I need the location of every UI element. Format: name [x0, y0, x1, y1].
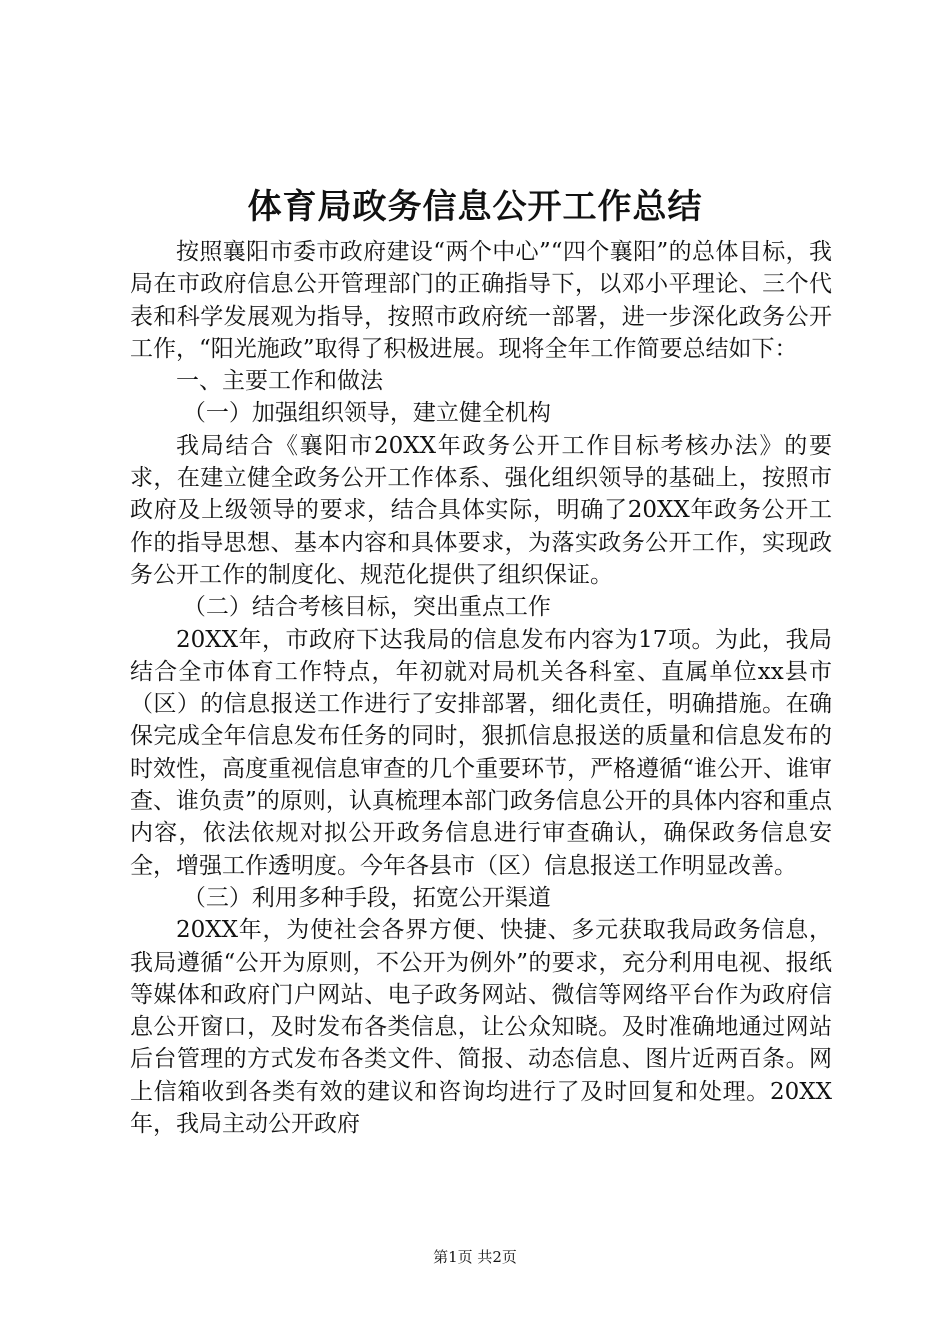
paragraph-key-work: 20XX年，市政府下达我局的信息发布内容为17项。为此，我局结合全市体育工作特点，年初就对局机关各科室、直属单位xx县市（区）的信息报送工作进行了安排部署，细化责任，明确措施。在确保完成全年信息发布任务的同时，狠抓信息报送的质量和信息发布的时效性，高度重视信息审查的几个重要环节，严格遵循“谁公开、谁审查、谁负责”的原则，认真梳理本部门政务信息公开的具体内容和重点内容，依法依规对拟公开政务信息进行审查确认，确保政务信息安全，增强工作透明度。今年各县市（区）信息报送工作明显改善。 [130, 626, 832, 879]
page-footer: 第1页 共2页 [433, 1248, 517, 1266]
subsection-heading-2: （二）结合考核目标，突出重点工作 [182, 594, 551, 621]
paragraph-channels: 20XX年，为使社会各界方便、快捷、多元获取我局政务信息，我局遵循“公开为原则，不公开为例外”的要求，充分利用电视、报纸等媒体和政府门户网站、电子政务网站、微信等网络平台作为政府信息公开窗口，及时发布各类信息，让公众知晓。及时准确地通过网站后台管理的方式发布各类文件、简报、动态信息、图片近两百条。网上信箱收到各类有效的建议和咨询均进行了及时回复和处理。20XX年，我局主动公开政府 [130, 917, 832, 1138]
paragraph-organization: 我局结合《襄阳市20XX年政务公开工作目标考核办法》的要求，在建立健全政务公开工作体系、强化组织领导的基础上，按照市政府及上级领导的要求，结合具体实际，明确了20XX年政务公开工作的指导思想、基本内容和具体要求，为落实政务公开工作，实现政务公开工作的制度化、规范化提供了组织保证。 [130, 432, 832, 588]
paragraph-intro: 按照襄阳市委市政府建设“两个中心”“四个襄阳”的总体目标，我局在市政府信息公开管理部门的正确指导下，以邓小平理论、三个代表和科学发展观为指导，按照市政府统一部署，进一步深化政务公开工作，“阳光施政”取得了积极进展。现将全年工作简要总结如下： [130, 239, 832, 362]
document-title: 体育局政务信息公开工作总结 [247, 187, 703, 227]
subsection-heading-3: （三）利用多种手段，拓宽公开渠道 [182, 884, 551, 911]
section-heading-main-work: 一、主要工作和做法 [176, 368, 383, 395]
subsection-heading-1: （一）加强组织领导，建立健全机构 [182, 400, 551, 427]
document-body [130, 236, 832, 1140]
